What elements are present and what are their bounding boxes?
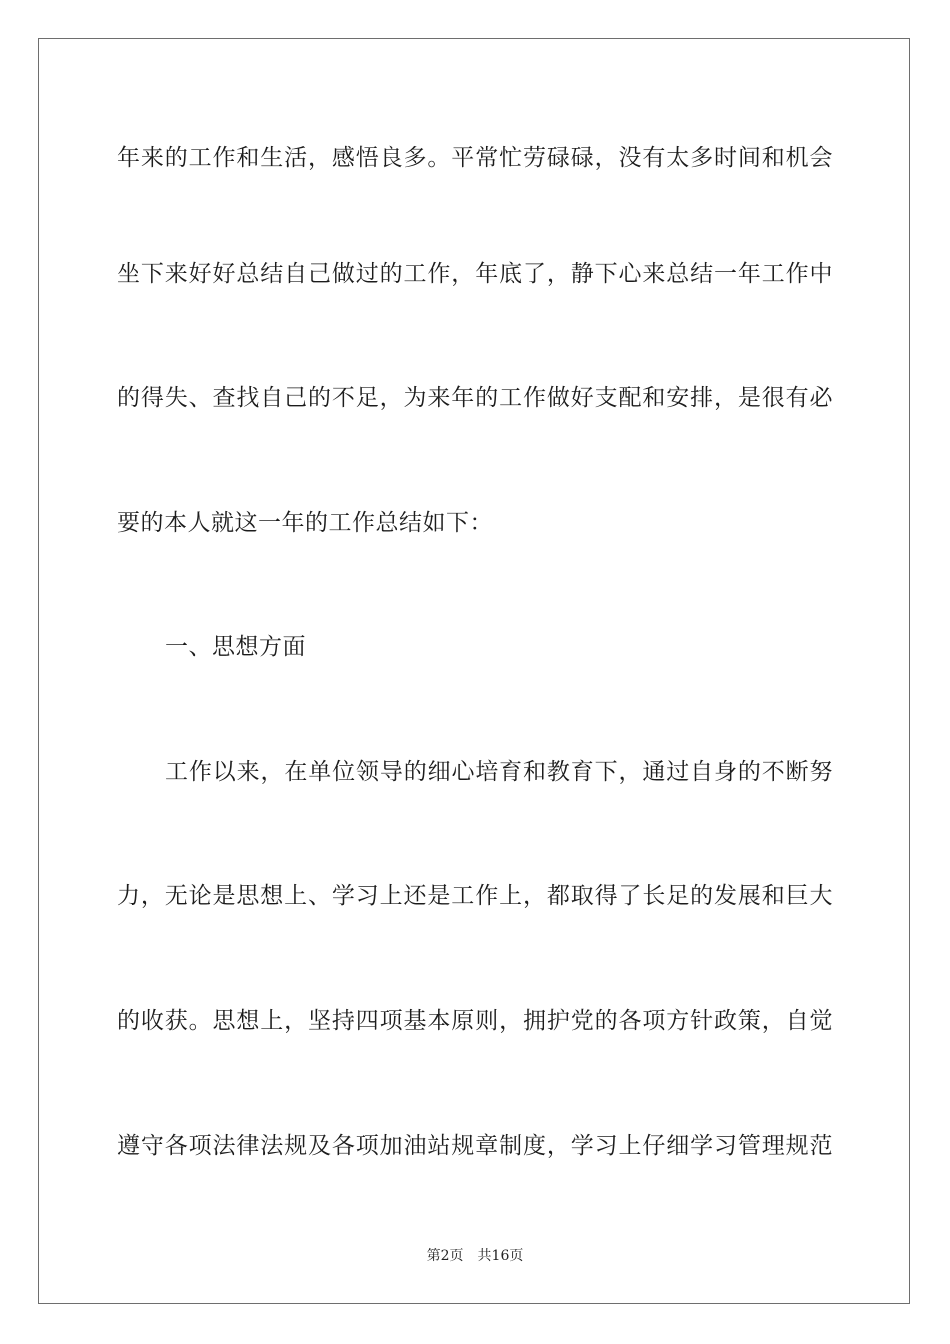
section-heading: 一、思想方面 — [165, 634, 306, 660]
paragraph-line-8: 遵守各项法律法规及各项加油站规章制度，学习上仔细学习管理规范 — [117, 1133, 833, 1159]
paragraph-line-7: 的收获。思想上，坚持四项基本原则，拥护党的各项方针政策，自觉 — [117, 1008, 833, 1034]
paragraph-line-4: 要的本人就这一年的工作总结如下： — [117, 510, 493, 536]
paragraph-line-2: 坐下来好好总结自己做过的工作，年底了，静下心来总结一年工作中 — [117, 261, 833, 287]
page-total: 共16页 — [477, 1248, 524, 1264]
paragraph-line-1: 年来的工作和生活，感悟良多。平常忙劳碌碌，没有太多时间和机会 — [117, 145, 833, 171]
paragraph-line-3: 的得失、查找自己的不足，为来年的工作做好支配和安排，是很有必 — [117, 385, 833, 411]
page-footer — [0, 1245, 950, 1265]
paragraph-line-5: 工作以来，在单位领导的细心培育和教育下，通过自身的不断努 — [165, 759, 833, 785]
page-number: 第2页 — [426, 1248, 464, 1264]
page-frame — [38, 38, 910, 1304]
paragraph-line-6: 力，无论是思想上、学习上还是工作上，都取得了长足的发展和巨大 — [117, 883, 833, 909]
